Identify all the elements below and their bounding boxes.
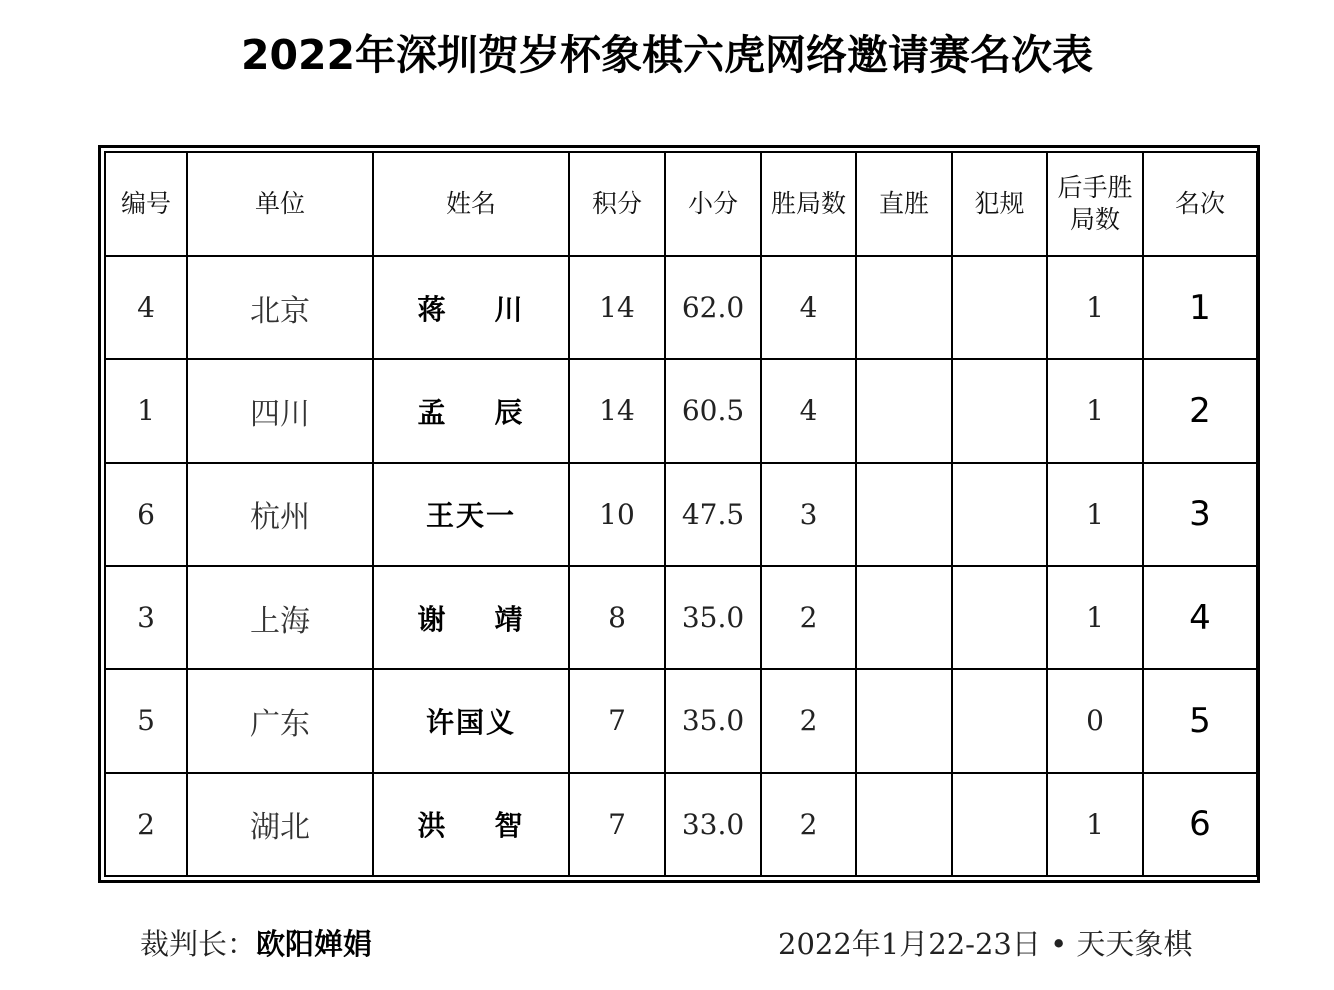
cell-name: 许国义 [373,669,569,772]
cell-fouls [952,359,1047,462]
cell-wins: 2 [761,566,856,669]
cell-unit: 四川 [187,359,373,462]
cell-points: 10 [569,463,665,566]
cell-second-wins: 1 [1047,773,1143,876]
cell-unit: 湖北 [187,773,373,876]
cell-name: 孟 辰 [373,359,569,462]
header-rank: 名次 [1143,152,1257,256]
cell-tiebreak: 47.5 [665,463,761,566]
cell-points: 14 [569,256,665,359]
header-id: 编号 [105,152,187,256]
header-points: 积分 [569,152,665,256]
cell-name: 谢 靖 [373,566,569,669]
cell-rank: 6 [1143,773,1257,876]
cell-id: 3 [105,566,187,669]
cell-rank: 1 [1143,256,1257,359]
cell-direct [856,669,952,772]
cell-direct [856,256,952,359]
table-row [105,773,1257,876]
cell-second-wins: 1 [1047,359,1143,462]
cell-points: 8 [569,566,665,669]
date-source: 2022年1月22-23日 • 天天象棋 [778,927,1193,961]
cell-second-wins: 0 [1047,669,1143,772]
cell-fouls [952,566,1047,669]
cell-direct [856,773,952,876]
header-second-wins [1047,152,1143,256]
header-wins: 胜局数 [761,152,856,256]
cell-unit: 广东 [187,669,373,772]
cell-unit: 杭州 [187,463,373,566]
cell-rank: 5 [1143,669,1257,772]
table-row [105,256,1257,359]
cell-id: 2 [105,773,187,876]
header-second-wins-line2: 局数 [1069,205,1120,234]
cell-tiebreak: 33.0 [665,773,761,876]
cell-name: 蒋 川 [373,256,569,359]
cell-direct [856,359,952,462]
cell-tiebreak: 35.0 [665,669,761,772]
cell-direct [856,463,952,566]
cell-wins: 4 [761,359,856,462]
header-direct: 直胜 [856,152,952,256]
header-unit: 单位 [187,152,373,256]
cell-tiebreak: 62.0 [665,256,761,359]
standings-table-frame [98,145,1260,883]
header-fouls: 犯规 [952,152,1047,256]
cell-points: 7 [569,773,665,876]
cell-second-wins: 1 [1047,463,1143,566]
cell-unit: 北京 [187,256,373,359]
cell-points: 14 [569,359,665,462]
referee-label: 裁判长： [140,927,257,961]
cell-rank: 4 [1143,566,1257,669]
header-tiebreak: 小分 [665,152,761,256]
table-row [105,359,1257,462]
cell-unit: 上海 [187,566,373,669]
table-row [105,669,1257,772]
table-row [105,463,1257,566]
cell-wins: 2 [761,669,856,772]
cell-fouls [952,773,1047,876]
referee-line [140,922,372,963]
cell-fouls [952,669,1047,772]
cell-tiebreak: 35.0 [665,566,761,669]
cell-wins: 4 [761,256,856,359]
cell-tiebreak: 60.5 [665,359,761,462]
cell-rank: 2 [1143,359,1257,462]
cell-wins: 3 [761,463,856,566]
header-second-wins-line1: 后手胜 [1057,173,1133,202]
cell-wins: 2 [761,773,856,876]
cell-id: 6 [105,463,187,566]
standings-table [104,151,1258,877]
cell-id: 4 [105,256,187,359]
cell-direct [856,566,952,669]
cell-rank: 3 [1143,463,1257,566]
referee-name: 欧阳婵娟 [256,927,373,961]
cell-id: 1 [105,359,187,462]
cell-second-wins: 1 [1047,256,1143,359]
header-name: 姓名 [373,152,569,256]
cell-name: 洪 智 [373,773,569,876]
table-row [105,566,1257,669]
cell-fouls [952,256,1047,359]
header-row [105,152,1257,256]
cell-name: 王天一 [373,463,569,566]
page-title: 2022年深圳贺岁杯象棋六虎网络邀请赛名次表 [240,31,1094,79]
cell-second-wins: 1 [1047,566,1143,669]
cell-points: 7 [569,669,665,772]
cell-id: 5 [105,669,187,772]
cell-fouls [952,463,1047,566]
